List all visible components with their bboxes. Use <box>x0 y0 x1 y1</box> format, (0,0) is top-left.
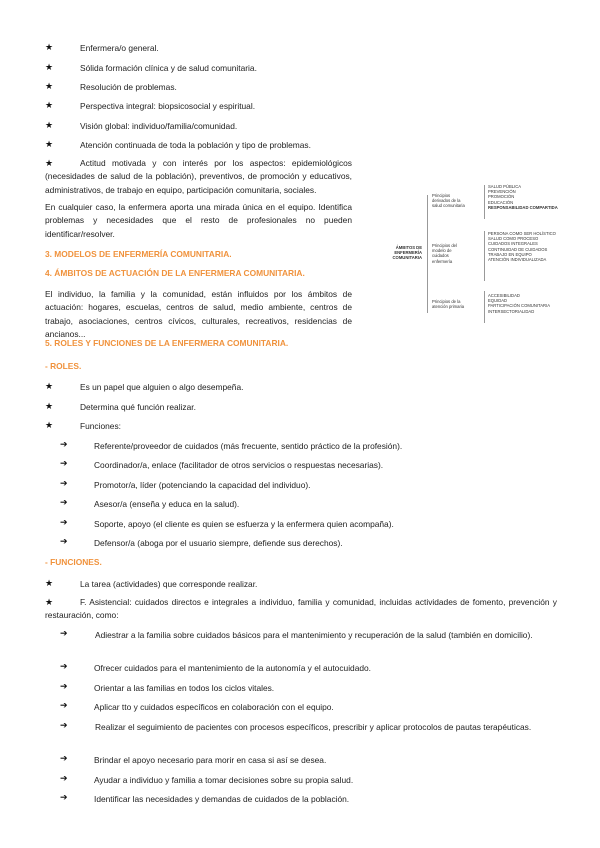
branch-1-items: SALUD PÚBLICA PREVENCIÓN PROMOCIÓN EDUCACIÓN RESPONSABILIDAD COMPARTIDA <box>488 184 558 210</box>
star-bullet-icon: ★ <box>45 42 54 52</box>
summary-paragraph: En cualquier caso, la enfermera aporta una mirada única en el equipo. Identifica problemas y necesidades que el resto de profesionales no pueden identificar/resolver. <box>45 202 352 239</box>
arrow-bullet-icon: ➔ <box>60 661 68 671</box>
branch-2-label: Principios del modelo de cuidados enfermería <box>432 243 457 264</box>
arrow-bullet-icon: ➔ <box>60 497 68 507</box>
star-bullet-icon: ★ <box>45 401 54 411</box>
arrow-bullet-icon: ➔ <box>60 681 68 691</box>
concept-map <box>392 181 577 326</box>
arrow-bullet-icon: ➔ <box>60 517 68 527</box>
asistencial-item: Adiestrar a la familia sobre cuidados básicos para el mantenimiento y recuperación de la salud (también en domicilio). <box>95 630 533 640</box>
asistencial-item: Brindar el apoyo necesario para morir en casa si así se desea. <box>94 755 327 765</box>
root-brace <box>427 195 428 313</box>
profile-item: Enfermera/o general. <box>80 43 159 53</box>
role-function-item: Referente/proveedor de cuidados (más frecuente, sentido práctico de la profesión). <box>94 441 403 451</box>
asistencial-item: Orientar a las familias en todos los ciclos vitales. <box>94 683 275 693</box>
section-4-heading: 4. ÁMBITOS DE ACTUACIÓN DE LA ENFERMERA COMUNITARIA. <box>45 268 305 278</box>
asistencial-item: Identificar las necesidades y demandas de cuidados de la población. <box>94 794 350 804</box>
asistencial-item: Aplicar tto y cuidados específicos en colaboración con el equipo. <box>94 702 334 712</box>
star-bullet-icon: ★ <box>45 420 54 430</box>
star-bullet-icon: ★ <box>45 81 54 91</box>
role-function-item: Soporte, apoyo (el cliente es quien se esfuerza y la enfermera quien acompaña). <box>94 519 394 529</box>
asistencial-paragraph: F. Asistencial: cuidados directos e integrales a individuo, familia y comunidad, incluidas actividades de fomento, prevención y restauración, como: <box>45 597 557 621</box>
branch-3-label: Principios de la atención primaria <box>432 299 465 310</box>
arrow-bullet-icon: ➔ <box>60 478 68 488</box>
profile-item: Resolución de problemas. <box>80 82 177 92</box>
star-bullet-icon: ★ <box>45 100 54 110</box>
branch-2-brace <box>484 231 485 281</box>
concept-map-root: ÁMBITOS DE ENFERMERÍA COMUNITARIA <box>392 245 422 261</box>
profile-item: Visión global: individuo/familia/comunidad. <box>80 121 238 131</box>
roles-item: Es un papel que alguien o algo desempeña. <box>80 382 244 392</box>
star-bullet-icon: ★ <box>45 597 54 607</box>
role-function-item: Coordinador/a, enlace (facilitador de otros servicios o respuestas necesarias). <box>94 460 384 470</box>
roles-heading: - ROLES. <box>45 361 82 371</box>
funciones-heading: - FUNCIONES. <box>45 557 102 567</box>
branch-2-items: PERSONA COMO SER HOLÍSTICO SALUD COMO PROCESO CUIDADOS INTEGRALES CONTINUIDAD DE CUIDADOS TRABAJO EN EQUIPO ATENCIÓN INDIVIDUALIZADA <box>488 231 556 263</box>
attitude-paragraph: Actitud motivada y con interés por los aspectos: epidemiológicos (necesidades de salud de la población), preventivos, de promoción y educativos, administrativos, de trabajo en equipo, participación comunitaria, sociales. <box>45 158 352 195</box>
star-bullet-icon: ★ <box>45 158 54 168</box>
arrow-bullet-icon: ➔ <box>60 720 68 730</box>
arrow-bullet-icon: ➔ <box>60 700 68 710</box>
roles-item: Determina qué función realizar. <box>80 402 196 412</box>
branch-1-brace <box>484 185 485 219</box>
branch-1-label: Principios derivados de la salud comunitaria <box>432 193 465 209</box>
star-bullet-icon: ★ <box>45 120 54 130</box>
asistencial-item: Realizar el seguimiento de pacientes con procesos específicos, prescribir y aplicar protocolos de pautas terapéuticas. <box>95 722 532 732</box>
arrow-bullet-icon: ➔ <box>60 536 68 546</box>
asistencial-item: Ayudar a individuo y familia a tomar decisiones sobre su propia salud. <box>94 775 354 785</box>
star-bullet-icon: ★ <box>45 139 54 149</box>
role-function-item: Promotor/a, líder (potenciando la capacidad del individuo). <box>94 480 311 490</box>
role-function-item: Asesor/a (enseña y educa en la salud). <box>94 499 240 509</box>
star-bullet-icon: ★ <box>45 62 54 72</box>
section-3-heading: 3. MODELOS DE ENFERMERÍA COMUNITARIA. <box>45 249 232 259</box>
branch-3-items: ACCESIBILIDAD EQUIDAD PARTICIPACIÓN COMUNITARIA INTERSECTORIALIDAD <box>488 293 551 314</box>
funciones-intro: La tarea (actividades) que corresponde realizar. <box>80 579 258 589</box>
arrow-bullet-icon: ➔ <box>60 458 68 468</box>
arrow-bullet-icon: ➔ <box>60 773 68 783</box>
roles-item: Funciones: <box>80 421 121 431</box>
profile-item: Sólida formación clínica y de salud comunitaria. <box>80 63 257 73</box>
star-bullet-icon: ★ <box>45 381 54 391</box>
section-5-heading: 5. ROLES Y FUNCIONES DE LA ENFERMERA COMUNITARIA. <box>45 338 289 348</box>
arrow-bullet-icon: ➔ <box>60 753 68 763</box>
asistencial-item: Ofrecer cuidados para el mantenimiento de la autonomía y el autocuidado. <box>94 663 372 673</box>
star-bullet-icon: ★ <box>45 578 54 588</box>
section-4-paragraph: El individuo, la familia y la comunidad, están influidos por los ámbitos de actuación: hogares, escuelas, centros de salud, medio ambiente, centros de trabajo, asociaciones, centros cívicos, culturales, recreativos, residencias de ancianos... <box>45 289 352 340</box>
arrow-bullet-icon: ➔ <box>60 792 68 802</box>
branch-3-brace <box>484 291 485 323</box>
profile-item: Atención continuada de toda la población y tipo de problemas. <box>80 140 311 150</box>
role-function-item: Defensor/a (aboga por el usuario siempre, defiende sus derechos). <box>94 538 343 548</box>
profile-item: Perspectiva integral: biopsicosocial y espiritual. <box>80 101 256 111</box>
arrow-bullet-icon: ➔ <box>60 628 68 638</box>
arrow-bullet-icon: ➔ <box>60 439 68 449</box>
